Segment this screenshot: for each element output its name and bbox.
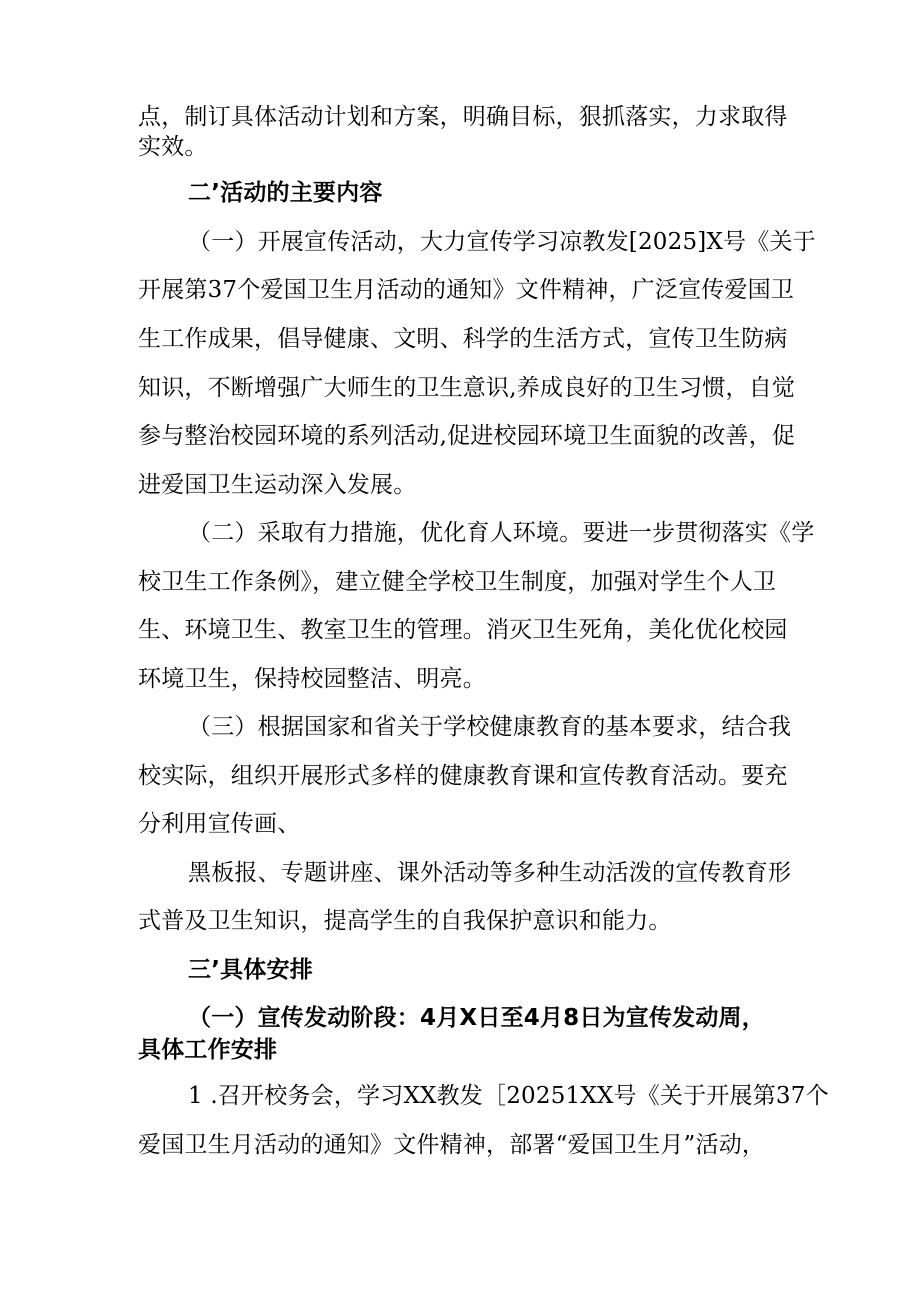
paragraph-line: （一）开展宣传活动，大力宣传学习凉教发[2025]X号《关于 [188,229,816,255]
paragraph-line: 参与整治校园环境的系列活动,促进校园环境卫生面貌的改善，促 [138,423,796,449]
paragraph-line: 环境卫生，保持校园整洁、明亮。 [138,666,486,692]
section-heading: 三’具体安排 [188,957,313,983]
paragraph-line: 分利用宣传画、 [138,811,301,837]
subsection-heading: （一）宣传发动阶段：4月X日至4月8日为宣传发动周， [188,1005,765,1031]
paragraph-line: （三）根据国家和省关于学校健康教育的基本要求，结合我 [188,714,792,740]
paragraph-line: 黑板报、专题讲座、课外活动等多种生动活泼的宣传教育形 [188,860,792,886]
paragraph-line: 知识，不断增强广大师生的卫生意识,养成良好的卫生习惯，自觉 [138,375,796,401]
paragraph-line: 校实际，组织开展形式多样的健康教育课和宣传教育活动。要充 [138,763,788,789]
paragraph-line: 式普及卫生知识，提高学生的自我保护意识和能力。 [138,908,672,934]
paragraph-line: 生、环境卫生、教室卫生的管理。消灭卫生死角，美化优化校园 [138,617,788,643]
paragraph-line: 爱国卫生月活动的通知》文件精神，部署“爱国卫生月”活动， [138,1132,766,1158]
paragraph-line: 开展第37个爱国卫生月活动的通知》文件精神，广泛宣传爱国卫 [138,277,795,303]
paragraph-line: 实效。 [138,134,208,160]
paragraph-line: 点，制订具体活动计划和方案，明确目标，狠抓落实，力求取得 [138,104,788,130]
paragraph-line: 生工作成果，倡导健康、文明、科学的生活方式，宣传卫生防病 [138,326,788,352]
paragraph-line: 校卫生工作条例》，建立健全学校卫生制度，加强对学生个人卫 [138,569,777,595]
section-heading: 二’活动的主要内容 [188,180,383,206]
paragraph-line: 进爱国卫生运动深入发展。 [138,472,417,498]
subsection-heading: 具体工作安排 [138,1037,278,1063]
paragraph-line: 1 .召开校务会，学习XX教发［20251XX号《关于开展第37个 [188,1083,829,1109]
paragraph-line: （二）采取有力措施，优化育人环境。要进一步贯彻落实《学 [188,520,815,546]
